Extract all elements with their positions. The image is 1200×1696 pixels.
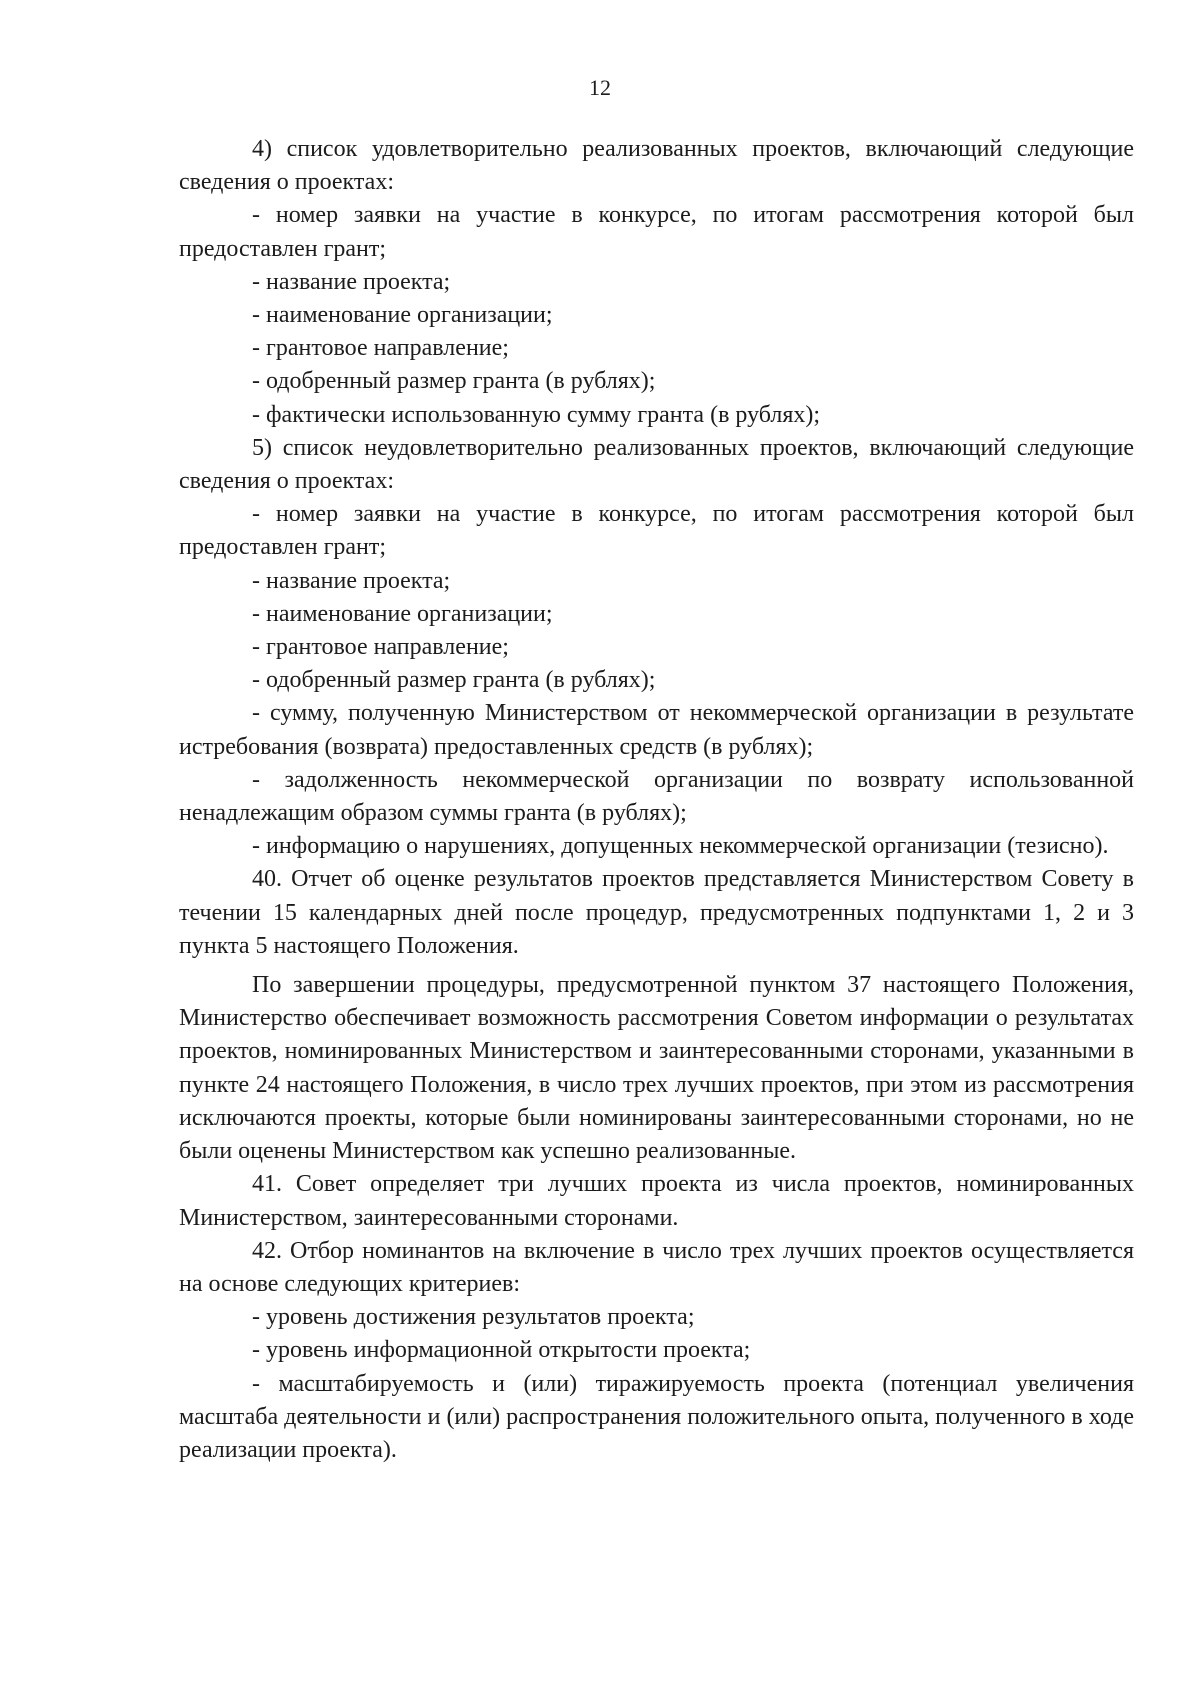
list-item: - наименование организации; — [252, 600, 553, 627]
list-item: - название проекта; — [252, 268, 451, 295]
page-number: 12 — [589, 75, 611, 100]
list-item: - сумму, полученную Министерством от некоммерческой организации в результате истребования (возврата) предоставленных средств (в рублях); — [179, 700, 1134, 760]
paragraph-item-4: 4) список удовлетворительно реализованных проектов, включающий следующие сведения о проектах: — [179, 136, 1134, 196]
list-item: - название проекта; — [252, 567, 451, 594]
list-item: - уровень информационной открытости проекта; — [252, 1337, 751, 1364]
list-item: - номер заявки на участие в конкурсе, по итогам рассмотрения которой был предоставлен грант; — [179, 202, 1134, 262]
paragraph-clause-41: 41. Совет определяет три лучших проекта из числа проектов, номинированных Министерством, заинтересованными сторонами. — [179, 1171, 1134, 1231]
paragraph-item-5: 5) список неудовлетворительно реализованных проектов, включающий следующие сведения о проектах: — [179, 434, 1134, 495]
list-item: - грантовое направление; — [252, 335, 509, 362]
list-item: - информацию о нарушениях, допущенных некоммерческой организации (тезисно). — [252, 833, 1109, 860]
list-item: - грантовое направление; — [252, 634, 509, 661]
paragraph-clause-42: 42. Отбор номинантов на включение в число трех лучших проектов осуществляется на основе следующих критериев: — [179, 1237, 1134, 1297]
list-item: - номер заявки на участие в конкурсе, по итогам рассмотрения которой был предоставлен грант; — [179, 501, 1134, 561]
paragraph-clause-40: 40. Отчет об оценке результатов проектов представляется Министерством Совету в течении 15 календарных дней после процедур, предусмотренных подпунктами 1, 2 и 3 пункта 5 настоящего Положения. — [179, 866, 1134, 959]
document-body — [179, 133, 1134, 1467]
list-item: - фактически использованную сумму гранта (в рублях); — [252, 401, 821, 428]
list-item: - масштабируемость и (или) тиражируемость проекта (потенциал увеличения масштаба деятельности и (или) распространения положительного опыта, полученного в ходе реализации проекта). — [179, 1370, 1134, 1463]
list-item: - уровень достижения результатов проекта; — [252, 1304, 695, 1331]
paragraph-procedure: По завершении процедуры, предусмотренной пунктом 37 настоящего Положения, Министерство обеспечивает возможность рассмотрения Советом информации о результатах проектов, номинированных Министерством и заинтересованными сторонами, указанными в пункте 24 настоящего Положения, в число трех лучших проектов, при этом из рассмотрения исключаются проекты, которые были номинированы заинтересованными сторонами, но не были оценены Министерством как успешно реализованные. — [179, 972, 1134, 1165]
list-item: - одобренный размер гранта (в рублях); — [252, 368, 656, 395]
list-item: - задолженность некоммерческой организации по возврату использованной ненадлежащим образом суммы гранта (в рублях); — [179, 766, 1134, 827]
list-item: - одобренный размер гранта (в рублях); — [252, 667, 656, 694]
list-item: - наименование организации; — [252, 302, 553, 329]
